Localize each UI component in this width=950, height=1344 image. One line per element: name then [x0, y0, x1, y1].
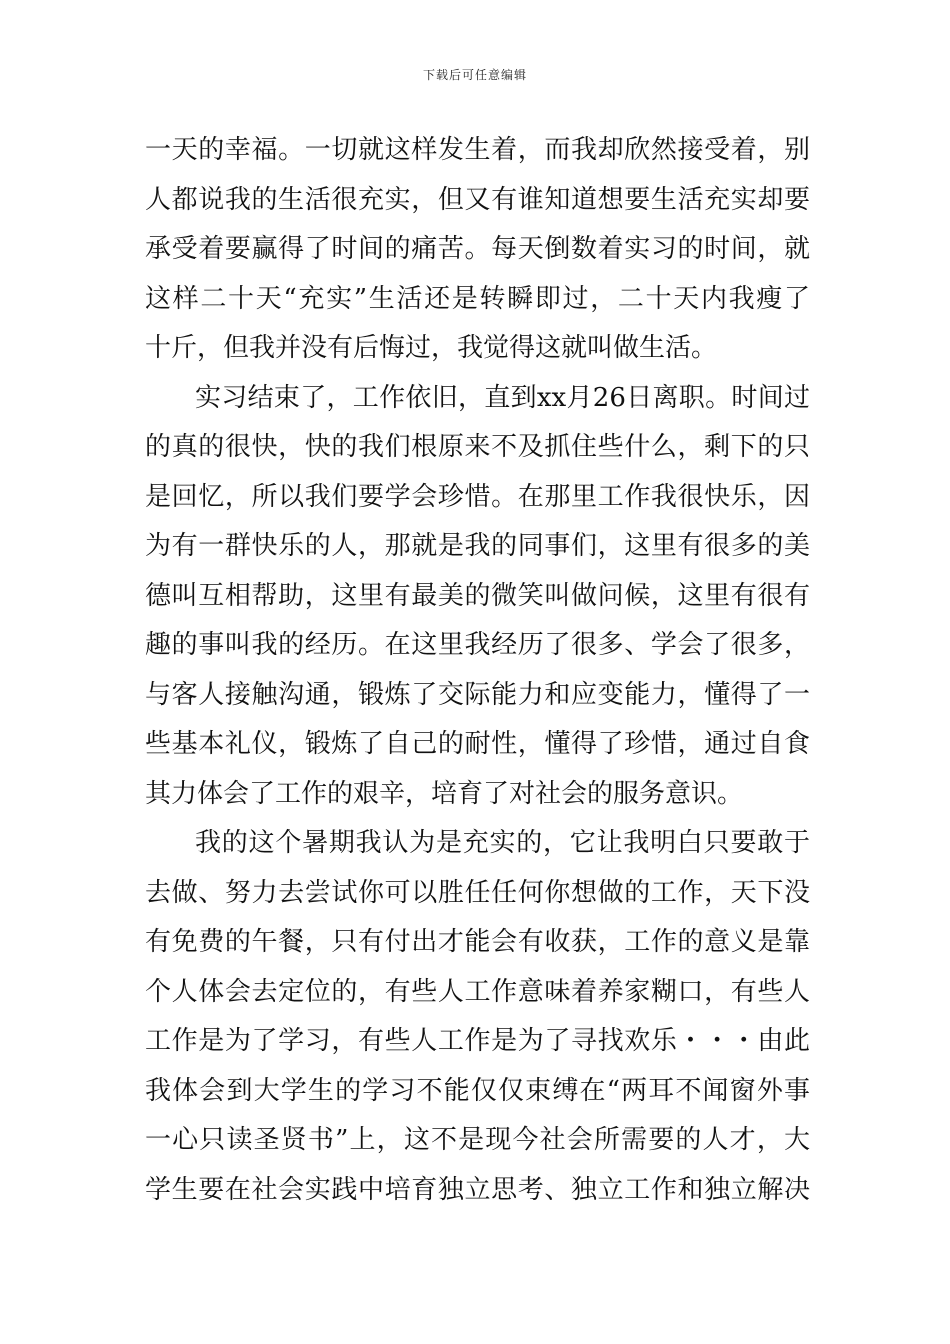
text-line: 是回忆，所以我们要学会珍惜。在那里工作我很快乐，因: [145, 481, 810, 512]
text-line: 与客人接触沟通，锻炼了交际能力和应变能力，懂得了一: [145, 679, 810, 710]
paragraph: [145, 374, 810, 820]
text-line: 其力体会了工作的艰辛，培育了对社会的服务意识。: [145, 778, 744, 809]
text-line: 学生要在社会实践中培育独立思考、独立工作和独立解决: [145, 1174, 810, 1205]
text-line: 十斤，但我并没有后悔过，我觉得这就叫做生活。: [145, 333, 718, 363]
text-line: 个人体会去定位的，有些人工作意味着养家糊口，有些人: [145, 976, 810, 1007]
paragraph: [145, 819, 810, 1215]
text-line: 的真的很快，快的我们根原来不及抓住些什么，剩下的只: [145, 432, 810, 462]
text-line: 工作是为了学习，有些人工作是为了寻找欢乐・・・由此: [145, 1026, 810, 1056]
text-line: 这样二十天“充实”生活还是转瞬即过，二十天内我瘦了: [145, 283, 810, 314]
text-line: 一心只读圣贤书”上，这不是现今社会所需要的人才，大: [145, 1125, 810, 1155]
paragraph: [145, 126, 810, 374]
page-header: 下载后可任意编辑: [422, 68, 527, 82]
document-body: [145, 126, 810, 1215]
text-line: 承受着要赢得了时间的痛苦。每天倒数着实习的时间，就: [145, 234, 810, 264]
text-line: 为有一群快乐的人，那就是我的同事们，这里有很多的美: [145, 531, 810, 561]
text-line: 去做、努力去尝试你可以胜任任何你想做的工作，天下没: [145, 877, 810, 908]
text-line: 一天的幸福。一切就这样发生着，而我却欣然接受着，别: [145, 135, 810, 165]
text-line: 人都说我的生活很充实，但又有谁知道想要生活充实却要: [145, 184, 810, 215]
text-line: 我的这个暑期我认为是充实的，它让我明白只要敢于: [195, 828, 810, 858]
text-line: 德叫互相帮助，这里有最美的微笑叫做问候，这里有很有: [145, 580, 810, 611]
text-line: 些基本礼仪，锻炼了自己的耐性，懂得了珍惜，通过自食: [145, 729, 810, 759]
text-line: 实习结束了，工作依旧，直到xx月26日离职。时间过: [195, 382, 810, 413]
text-line: 我体会到大学生的学习不能仅仅束缚在“两耳不闻窗外事: [145, 1075, 810, 1106]
text-line: 有免费的午餐，只有付出才能会有收获，工作的意义是靠: [145, 927, 810, 957]
text-line: 趣的事叫我的经历。在这里我经历了很多、学会了很多，: [145, 630, 810, 660]
